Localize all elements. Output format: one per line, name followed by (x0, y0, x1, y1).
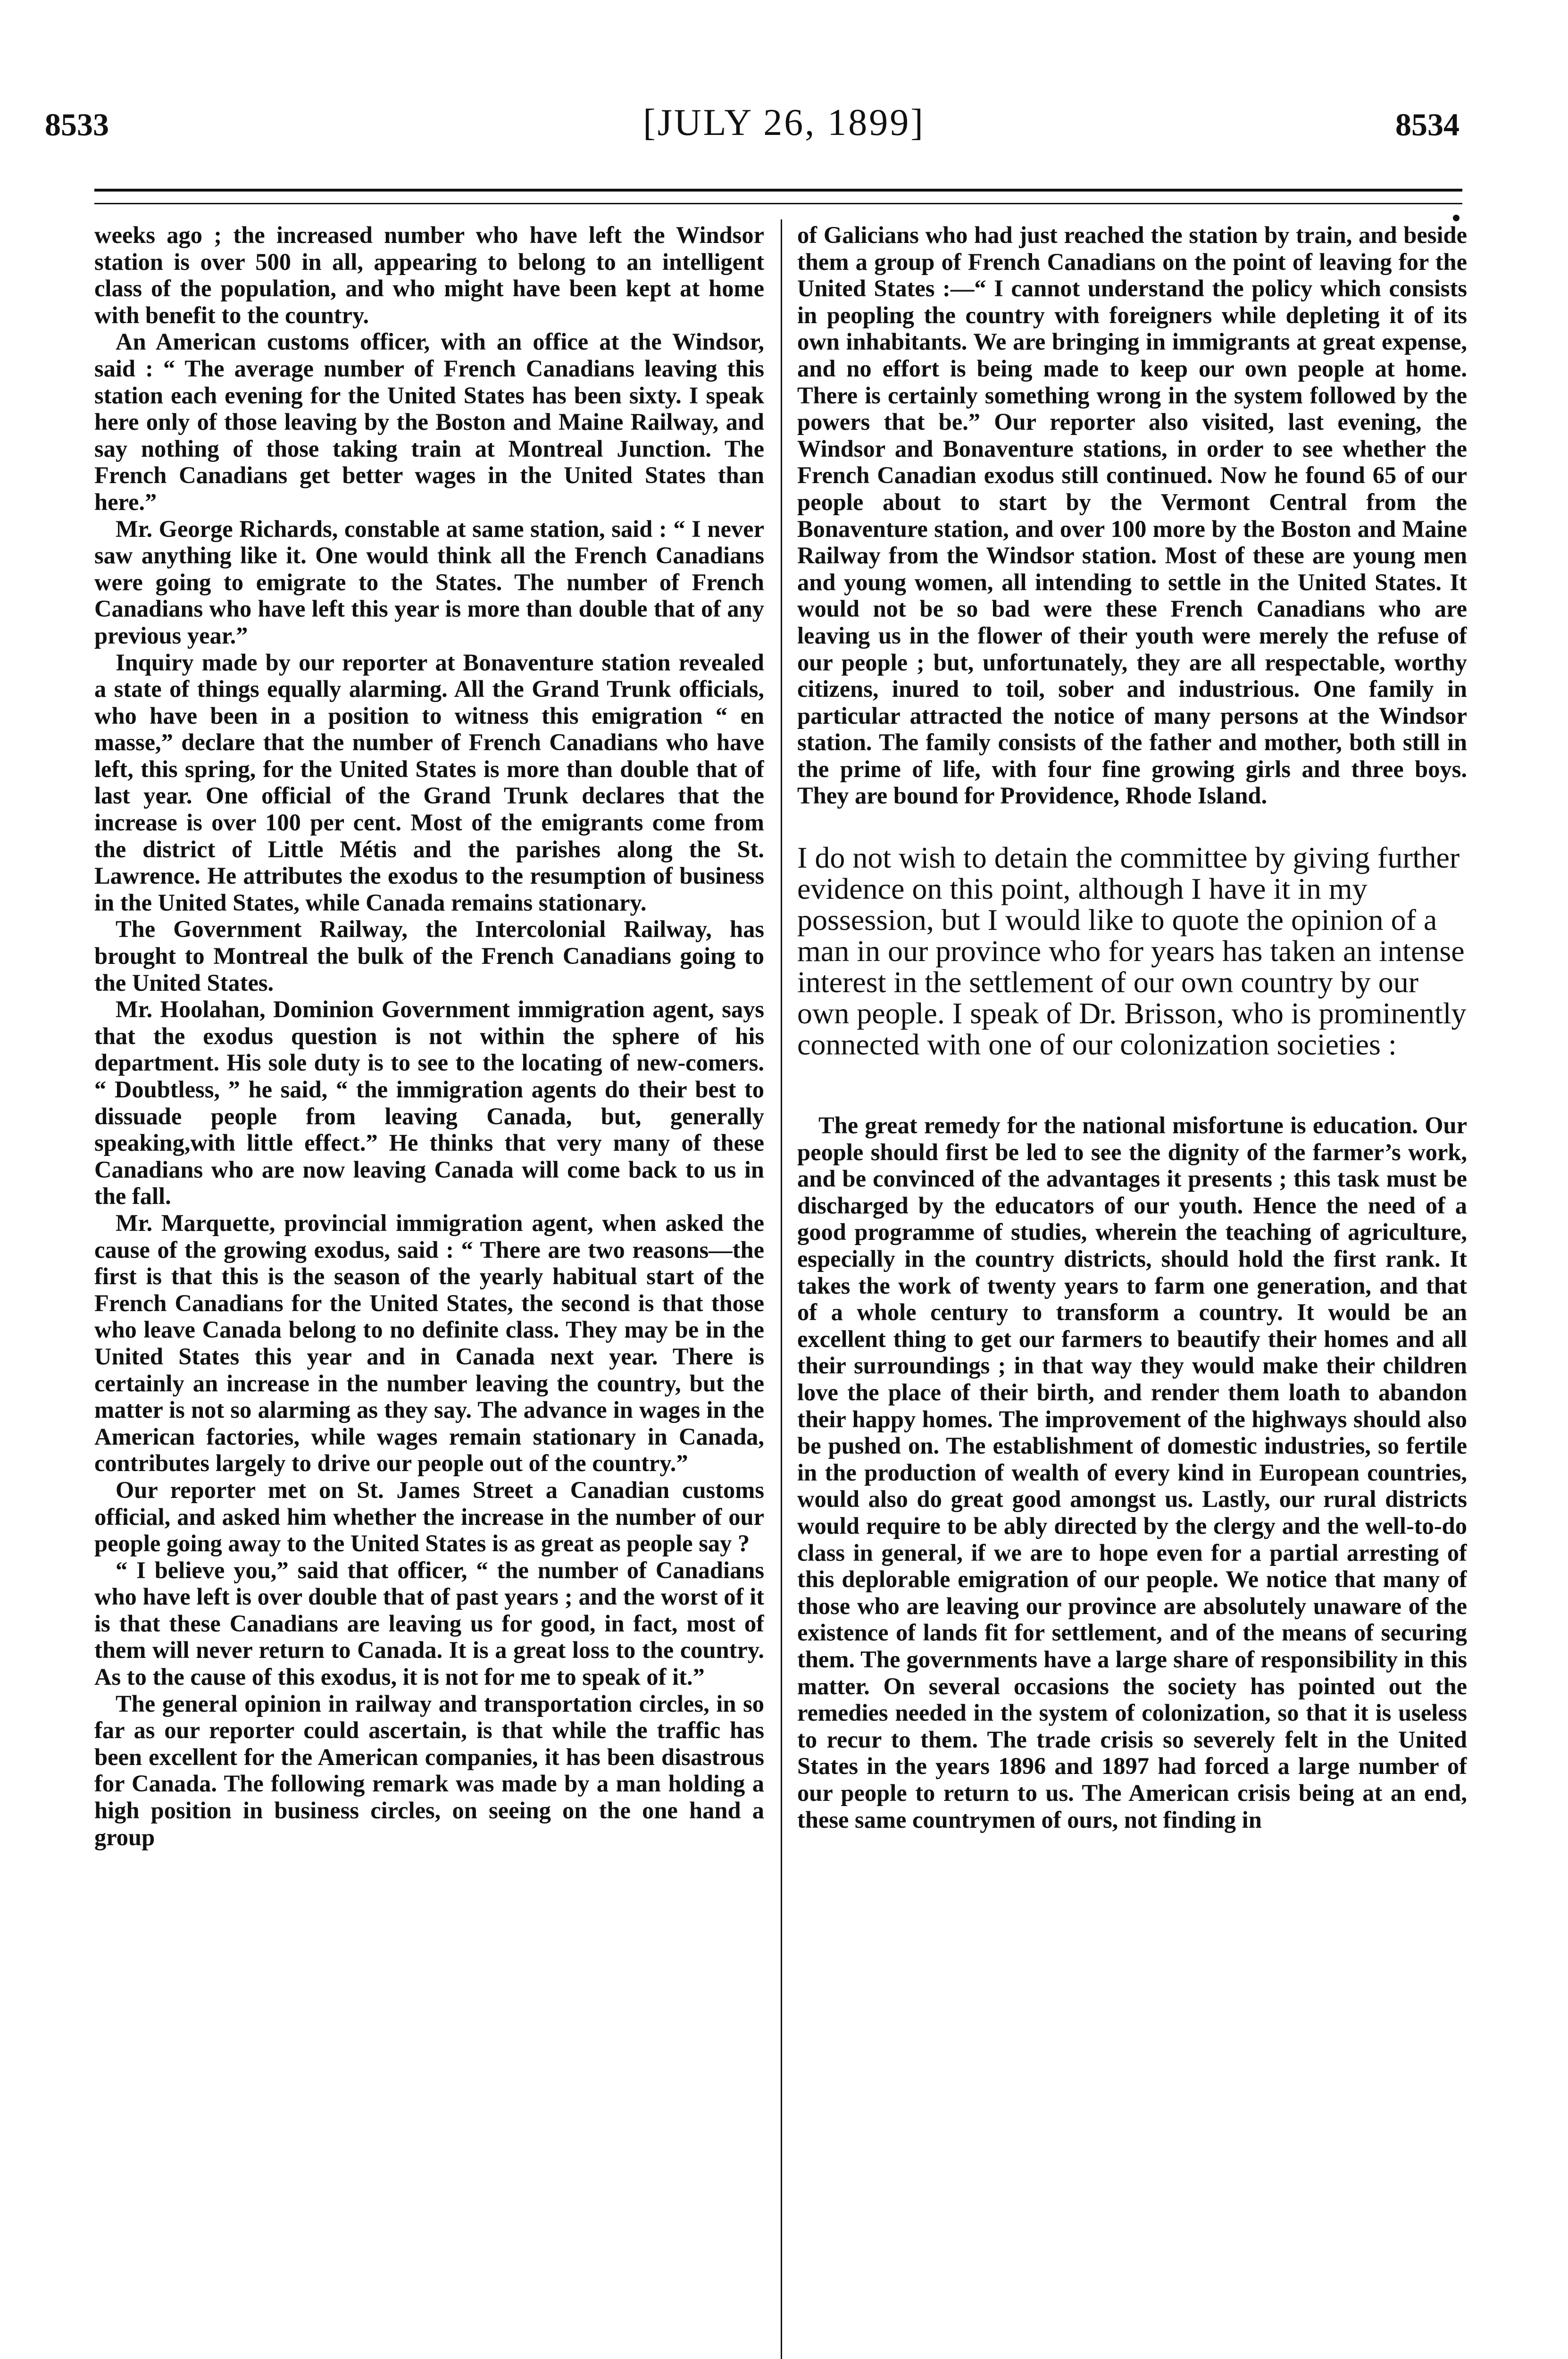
rule-dot (1453, 215, 1460, 221)
column-divider (781, 219, 782, 2359)
paragraph: Mr. George Richards, constable at same station, said : “ I never saw anything like it. One would think all the French Canadians were going to emigrate to the States. The number of French Canadians who have left this year is more than double that of any previous year.” (94, 515, 764, 649)
speech-paragraph: I do not wish to detain the committee by giving further evidence on this point, although I have it in my possession, but I would like to quote the opinion of a man in our province who for years has taken an intense interest in the settlement of our own country by our own people. I speak of Dr. Brisson, who is prominently connected with one of our colonization societies : (797, 841, 1467, 1062)
page-number-right: 8534 (1395, 107, 1460, 142)
page-number-left: 8533 (45, 107, 109, 142)
paragraph: Mr. Marquette, provincial immigration agent, when asked the cause of the growing exodus, said : “ There are two reasons—the first is that this is the season of the yearly habitual start of the French Canadians for the United States, the second is that those who leave Canada belong to no definite class. They may be in the United States this year and in Canada next year. There is certainly an increase in the number leaving the country, but the matter is not so alarming as they say. The advance in wages in the American factories, while wages remain stationary in Canada, contributes largely to drive our people out of the country.” (94, 1209, 764, 1477)
paragraph: The Government Railway, the Intercolonial Railway, has brought to Montreal the bulk of the French Canadians going to the United States. (94, 916, 764, 996)
page-header (0, 0, 1568, 203)
left-column (94, 222, 764, 2359)
header-rule-thin (94, 203, 1462, 204)
paragraph: Mr. Hoolahan, Dominion Government immigration agent, says that the exodus question is not within the sphere of his department. His sole duty is to see to the locating of new-comers. “ Doubtless, ” he said, “ the immigration agents do their best to dissuade people from leaving Canada, but, generally speaking,with little effect.” He thinks that very many of these Canadians who are now leaving Canada will come back to us in the fall. (94, 996, 764, 1210)
paragraph: The general opinion in railway and transportation circles, in so far as our reporter could ascertain, is that while the traffic has been excellent for the American companies, it has been disastrous for Canada. The following remark was made by a man holding a high position in business circles, on seeing on the one hand a group (94, 1690, 764, 1850)
paragraph: Our reporter met on St. James Street a Canadian customs official, and asked him whether the increase in the number of our people going away to the United States is as great as people say ? (94, 1476, 764, 1557)
right-column (797, 222, 1467, 2359)
page-date: [JULY 26, 1899] (643, 102, 925, 143)
paragraph: Inquiry made by our reporter at Bonaventure station revealed a state of things equally alarming. All the Grand Trunk officials, who have been in a position to witness this emigration “ en masse,” declare that the number of French Canadians who have left, this spring, for the United States is more than double that of last year. One official of the Grand Trunk declares that the increase is over 100 per cent. Most of the emigrants come from the district of Little Métis and the parishes along the St. Lawrence. He attributes the exodus to the resumption of business in the United States, while Canada remains stationary. (94, 649, 764, 916)
paragraph: “ I believe you,” said that officer, “ the number of Canadians who have left is over double that of past years ; and the worst of it is that these Canadians are leaving us for good, in fact, most of them will never return to Canada. It is a great loss to the country. As to the cause of this exodus, it is not for me to speak of it.” (94, 1556, 764, 1690)
quoted-paragraph: The great remedy for the national misfortune is education. Our people should first be led to see the dignity of the farmer’s work, and be convinced of the advantages it presents ; this task must be discharged by the educators of our youth. Hence the need of a good programme of studies, wherein the teaching of agriculture, especially in the country districts, should hold the first rank. It takes the work of twenty years to farm one generation, and that of a whole century to transform a country. It would be an excellent thing to get our farmers to beautify their homes and all their surroundings ; in that way they would make their children love the place of their birth, and render them loath to abandon their happy homes. The improvement of the highways should also be pushed on. The establishment of domestic industries, so fertile in the production of wealth of every kind in European countries, would also do great good amongst us. Lastly, our rural districts would require to be ably directed by the clergy and the well-to-do class in general, if we are to hope even for a partial arresting of this deplorable emigration of our people. We notice that many of those who are leaving our province are absolutely unaware of the existence of lands fit for settlement, and of the means of securing them. The governments have a large share of responsibility in this matter. On several occasions the society has pointed out the remedies needed in the system of colonization, so that it is useless to recur to them. The trade crisis so severely felt in the United States in the years 1896 and 1897 had forced a large number of our people to return to us. The American crisis being at an end, these same countrymen of ours, not finding in (797, 1112, 1467, 1833)
paragraph: weeks ago ; the increased number who have left the Windsor station is over 500 in all, appearing to belong to an intelligent class of the population, and who might have been kept at home with benefit to the country. (94, 222, 764, 328)
header-rule (94, 189, 1462, 192)
paragraph: An American customs officer, with an office at the Windsor, said : “ The average number of French Canadians leaving this station each evening for the United States has been sixty. I speak here only of those leaving by the Boston and Maine Railway, and say nothing of those taking train at Montreal Junction. The French Canadians get better wages in the United States than here.” (94, 328, 764, 515)
paragraph: of Galicians who had just reached the station by train, and beside them a group of French Canadians on the point of leaving for the United States :—“ I cannot understand the policy which consists in peopling the country with foreigners while depleting it of its own inhabitants. We are bringing in immigrants at great expense, and no effort is being made to keep our own people at home. There is certainly something wrong in the system followed by the powers that be.” Our reporter also visited, last evening, the Windsor and Bonaventure stations, in order to see whether the French Canadian exodus still continued. Now he found 65 of our people about to start by the Vermont Central from the Bonaventure station, and over 100 more by the Boston and Maine Railway from the Windsor station. Most of these are young men and young women, all intending to settle in the United States. It would not be so bad were these French Canadians who are leaving us in the flower of their youth were merely the refuse of our people ; but, unfortunately, they are all respectable, worthy citizens, inured to toil, sober and industrious. One family in particular attracted the notice of many persons at the Windsor station. The family consists of the father and mother, both still in the prime of life, with four fine growing girls and three boys. They are bound for Providence, Rhode Island. (797, 222, 1467, 809)
